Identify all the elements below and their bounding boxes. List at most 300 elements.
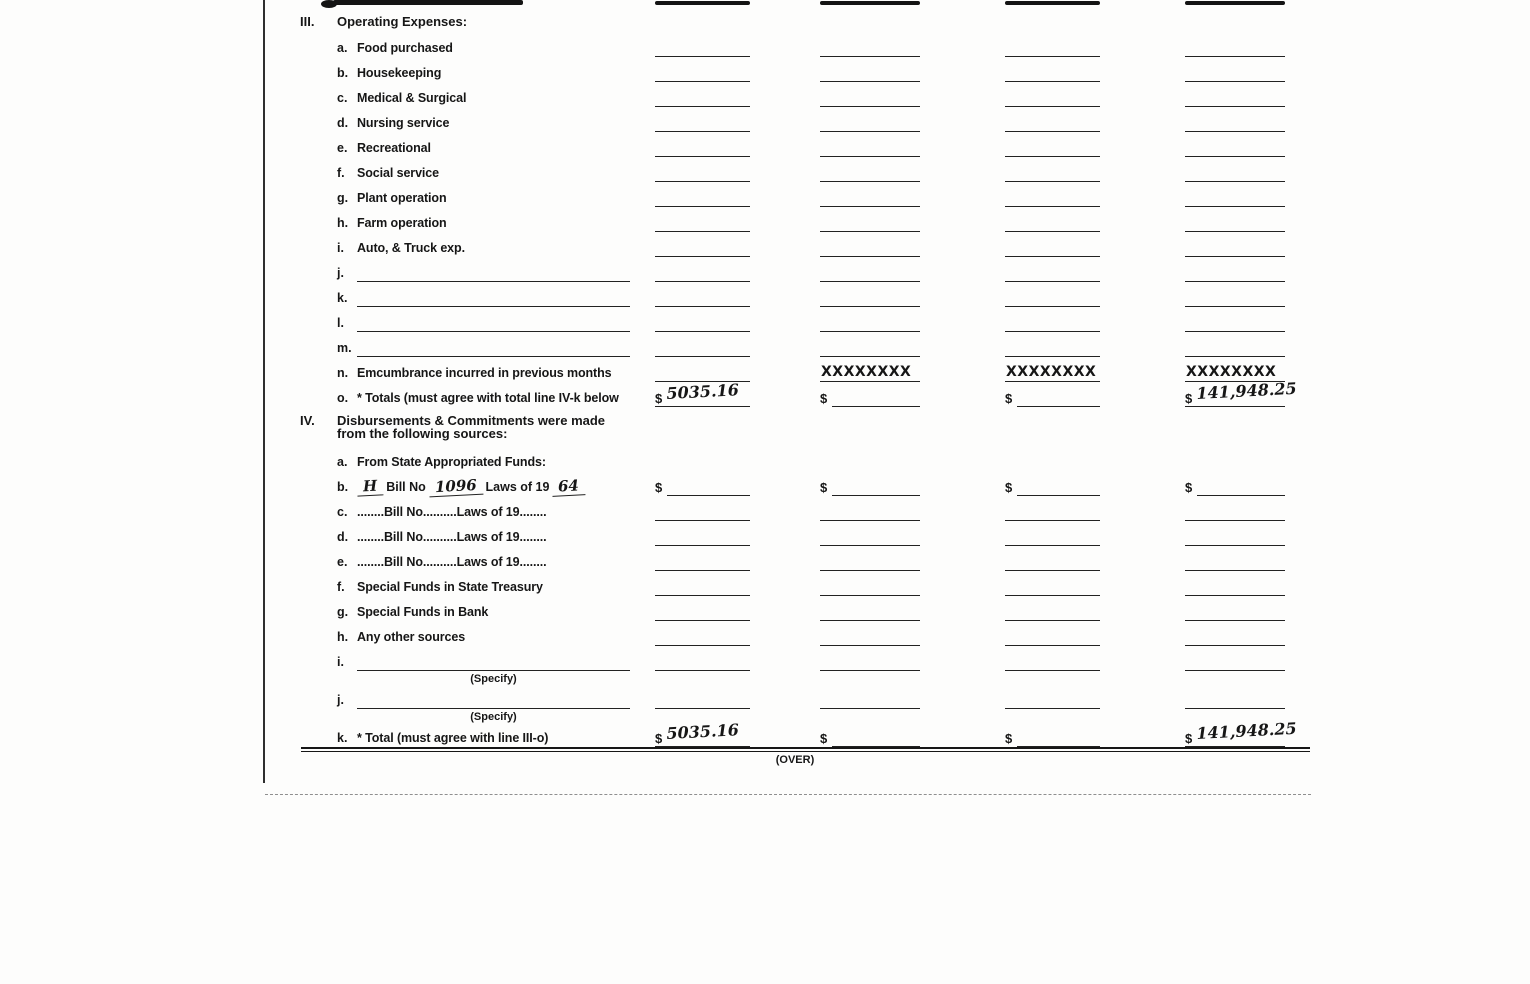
blank-amount-line (1185, 306, 1285, 307)
blank-amount-line (655, 81, 750, 82)
blank-amount-line (820, 645, 920, 646)
blank-amount-line (655, 181, 750, 182)
blank-amount-line (1185, 281, 1285, 282)
column-4-cell (1185, 38, 1285, 63)
blank-amount-line (655, 156, 750, 157)
column-1-cell (655, 188, 750, 213)
column-3-cell (1005, 338, 1100, 363)
blank-amount-line (820, 231, 920, 232)
column-4-cell (1185, 502, 1285, 527)
dollar-sign: $ (1005, 480, 1013, 495)
column-3-cell (1005, 288, 1100, 313)
section3-row-o (263, 378, 1313, 413)
handwritten-entry: H (357, 476, 384, 496)
blank-amount-line (1005, 181, 1100, 182)
blank-amount-line (655, 570, 750, 571)
section4-number: IV. (300, 413, 315, 428)
column-3-cell (1005, 690, 1100, 715)
dollar-sign: $ (1185, 480, 1193, 495)
scan-artifact-blot (321, 0, 337, 8)
row-label: Social service (357, 166, 439, 180)
column-4-cell (1185, 477, 1285, 502)
row-letter: i. (337, 655, 344, 669)
blank-amount-line (832, 495, 920, 496)
column-1-cell (655, 88, 750, 113)
column-3-cell (1005, 313, 1100, 338)
column-2-cell (820, 113, 920, 138)
row-letter: j. (337, 266, 344, 280)
column-1-cell (655, 113, 750, 138)
blank-amount-line (1005, 356, 1100, 357)
blank-amount-line (820, 106, 920, 107)
section4-row-d (263, 527, 1313, 552)
column-4-cell (1185, 602, 1285, 627)
cutoff-line-col2 (820, 1, 920, 5)
blank-amount-line (655, 106, 750, 107)
blank-amount-line (820, 131, 920, 132)
section3-row-g (263, 188, 1313, 213)
column-3-cell (1005, 552, 1100, 577)
blank-amount-line (655, 520, 750, 521)
column-2-cell (820, 263, 920, 288)
section3-row-k (263, 288, 1313, 313)
blank-write-in-line (357, 281, 630, 282)
section4-row-c (263, 502, 1313, 527)
row-label: * Total (must agree with line III-o) (357, 731, 549, 745)
column-2-cell (820, 63, 920, 88)
row-letter: k. (337, 291, 348, 305)
row-letter: e. (337, 141, 348, 155)
blank-amount-line (1005, 520, 1100, 521)
row-label: ........Bill No..........Laws of 19........ (357, 505, 547, 519)
blank-amount-line (1005, 708, 1100, 709)
row-letter: f. (337, 580, 345, 594)
column-4-cell (1185, 138, 1285, 163)
blank-amount-line (655, 256, 750, 257)
column-3-cell (1005, 213, 1100, 238)
section3-row-m (263, 338, 1313, 363)
column-3-cell (1005, 602, 1100, 627)
section3-row-j (263, 263, 1313, 288)
section4-row-e (263, 552, 1313, 577)
section4-row-b (263, 477, 1313, 502)
row-letter: o. (337, 391, 349, 405)
column-3-cell (1005, 263, 1100, 288)
blank-amount-line (655, 620, 750, 621)
blank-amount-line (655, 670, 750, 671)
column-3-cell (1005, 63, 1100, 88)
column-1-cell (655, 313, 750, 338)
blank-amount-line (1005, 81, 1100, 82)
section4-row-j (263, 690, 1313, 728)
row-letter: l. (337, 316, 344, 330)
dollar-sign: $ (1005, 391, 1013, 406)
printed-label: Bill No (386, 480, 426, 494)
xxx-blocked-cell-text: XXXXXXXX (1006, 364, 1097, 380)
row-letter: b. (337, 66, 349, 80)
column-1-cell (655, 477, 750, 502)
column-2-cell (820, 527, 920, 552)
blank-amount-line (820, 306, 920, 307)
xxx-blocked-cell-text: XXXXXXXX (821, 364, 912, 380)
column-2-cell (820, 477, 920, 502)
column-4-cell (1185, 88, 1285, 113)
dollar-sign: $ (655, 391, 663, 406)
section3-row-b (263, 63, 1313, 88)
blank-amount-line (820, 620, 920, 621)
section3-number: III. (300, 14, 315, 29)
dollar-sign: $ (1005, 731, 1013, 746)
blank-amount-line (1005, 570, 1100, 571)
blank-amount-line (667, 495, 750, 496)
blank-amount-line (1185, 156, 1285, 157)
column-1-cell (655, 602, 750, 627)
underline (820, 381, 920, 382)
column-4-cell (1185, 263, 1285, 288)
blank-amount-line (1005, 231, 1100, 232)
blank-amount-line (820, 56, 920, 57)
handwritten-entry: 1096 (428, 476, 483, 498)
underline (655, 406, 750, 407)
column-4-cell (1185, 552, 1285, 577)
section4-rows (263, 452, 1313, 753)
column-2-cell (820, 502, 920, 527)
row-letter: j. (337, 693, 344, 707)
blank-amount-line (820, 708, 920, 709)
blank-amount-line (820, 281, 920, 282)
column-1-cell (655, 527, 750, 552)
blank-amount-line (1005, 595, 1100, 596)
column-3-cell (1005, 627, 1100, 652)
row-letter: b. (337, 480, 349, 494)
blank-amount-line (1185, 231, 1285, 232)
column-4-cell (1185, 338, 1285, 363)
column-1-cell (655, 38, 750, 63)
blank-amount-line (820, 81, 920, 82)
blank-amount-line (655, 281, 750, 282)
column-1-cell (655, 627, 750, 652)
underline (1005, 381, 1100, 382)
column-4-cell (1185, 188, 1285, 213)
row-letter: h. (337, 630, 349, 644)
blank-amount-line (1005, 331, 1100, 332)
page-edge-dashed-line (265, 794, 1311, 795)
cutoff-line-col1 (655, 1, 750, 5)
section3-row-l (263, 313, 1313, 338)
row-letter: n. (337, 366, 349, 380)
row-label: Nursing service (357, 116, 450, 130)
column-4-cell (1185, 288, 1285, 313)
blank-amount-line (1185, 595, 1285, 596)
scan-artifact-smudge (333, 0, 523, 5)
blank-amount-line (1005, 56, 1100, 57)
row-label: Plant operation (357, 191, 447, 205)
dollar-sign: $ (655, 480, 663, 495)
scanned-form-page (263, 0, 1318, 810)
handwritten-amount: 5035.16 (666, 720, 740, 743)
blank-amount-line (820, 156, 920, 157)
column-2-cell (820, 602, 920, 627)
row-label: Housekeeping (357, 66, 442, 80)
section4-title-line1: Disbursements & Commitments were made (337, 413, 606, 428)
column-2-cell (820, 690, 920, 715)
blank-amount-line (655, 708, 750, 709)
column-2-cell (820, 213, 920, 238)
column-4-cell (1185, 163, 1285, 188)
blank-amount-line (1185, 56, 1285, 57)
column-2-cell (820, 188, 920, 213)
bill-number-line (357, 477, 585, 496)
column-4-cell (1185, 627, 1285, 652)
row-label: Emcumbrance incurred in previous months (357, 366, 612, 380)
column-3-cell (1005, 163, 1100, 188)
section3-row-h (263, 213, 1313, 238)
section4-row-a (263, 452, 1313, 477)
column-1-cell (655, 502, 750, 527)
column-2-cell (820, 38, 920, 63)
blank-amount-line (1017, 495, 1100, 496)
dollar-sign: $ (820, 391, 828, 406)
row-letter: f. (337, 166, 345, 180)
blank-amount-line (1005, 545, 1100, 546)
cutoff-top-row (263, 0, 1313, 10)
column-3-cell (1005, 477, 1100, 502)
blank-amount-line (1005, 256, 1100, 257)
section3-title: Operating Expenses: (337, 14, 468, 29)
row-letter: m. (337, 341, 352, 355)
blank-amount-line (655, 56, 750, 57)
column-4-cell (1185, 652, 1285, 677)
handwritten-amount: 141,948.25 (1196, 718, 1298, 743)
row-letter: i. (337, 241, 344, 255)
column-2-cell (820, 652, 920, 677)
blank-amount-line (1185, 620, 1285, 621)
row-label: Recreational (357, 141, 431, 155)
blank-amount-line (1185, 670, 1285, 671)
handwritten-amount: 5035.16 (666, 380, 740, 403)
row-letter: g. (337, 605, 349, 619)
blank-amount-line (820, 570, 920, 571)
blank-amount-line (832, 406, 920, 407)
blank-amount-line (1185, 131, 1285, 132)
blank-amount-line (1005, 306, 1100, 307)
section4-row-f (263, 577, 1313, 602)
double-rule (301, 747, 1310, 752)
row-label: * Totals (must agree with total line IV-k below (357, 391, 619, 405)
blank-amount-line (820, 670, 920, 671)
handwritten-amount: 141,948.25 (1196, 378, 1298, 403)
dollar-sign: $ (1185, 731, 1193, 746)
section3-row-e (263, 138, 1313, 163)
over-label: (OVER) (775, 754, 815, 766)
blank-amount-line (655, 306, 750, 307)
column-3-cell (1005, 138, 1100, 163)
blank-amount-line (820, 331, 920, 332)
column-3-cell (1005, 502, 1100, 527)
row-label: Auto, & Truck exp. (357, 241, 465, 255)
blank-amount-line (1005, 156, 1100, 157)
column-2-cell (820, 138, 920, 163)
column-1-cell (655, 338, 750, 363)
column-4-cell (1185, 577, 1285, 602)
column-1-cell (655, 263, 750, 288)
row-letter: d. (337, 116, 349, 130)
row-letter: a. (337, 455, 348, 469)
blank-amount-line (1185, 81, 1285, 82)
column-2-cell (820, 388, 920, 413)
column-1-cell (655, 163, 750, 188)
section4-row-i (263, 652, 1313, 690)
column-1-cell (655, 380, 750, 413)
column-2-cell (820, 313, 920, 338)
blank-amount-line (820, 256, 920, 257)
blank-amount-line (1005, 206, 1100, 207)
blank-amount-line (820, 181, 920, 182)
blank-amount-line (1005, 106, 1100, 107)
column-3-cell (1005, 88, 1100, 113)
column-2-cell (820, 627, 920, 652)
row-letter: a. (337, 41, 348, 55)
blank-amount-line (1005, 670, 1100, 671)
blank-amount-line (655, 545, 750, 546)
blank-amount-line (1185, 206, 1285, 207)
section3-row-i (263, 238, 1313, 263)
blank-amount-line (1185, 356, 1285, 357)
specify-caption: (Specify) (470, 711, 517, 723)
column-3-cell (1005, 388, 1100, 413)
column-4-cell (1185, 238, 1285, 263)
row-label: Farm operation (357, 216, 447, 230)
column-3-cell (1005, 113, 1100, 138)
blank-amount-line (1185, 645, 1285, 646)
column-4-cell (1185, 213, 1285, 238)
column-2-cell (820, 288, 920, 313)
row-letter: g. (337, 191, 349, 205)
column-3-cell (1005, 188, 1100, 213)
column-3-cell (1005, 363, 1100, 388)
blank-amount-line (655, 231, 750, 232)
row-label: Any other sources (357, 630, 466, 644)
section3-row-a (263, 38, 1313, 63)
column-1-cell (655, 213, 750, 238)
row-label: Medical & Surgical (357, 91, 467, 105)
row-label: ........Bill No..........Laws of 19........ (357, 555, 547, 569)
cutoff-line-col3 (1005, 1, 1100, 5)
row-letter: d. (337, 530, 349, 544)
row-label: Special Funds in State Treasury (357, 580, 543, 594)
column-1-cell (655, 238, 750, 263)
column-2-cell (820, 577, 920, 602)
blank-write-in-line (357, 670, 630, 671)
column-4-cell (1185, 313, 1285, 338)
blank-amount-line (820, 520, 920, 521)
specify-caption: (Specify) (470, 673, 517, 685)
section3-row-f (263, 163, 1313, 188)
column-3-cell (1005, 527, 1100, 552)
handwritten-entry: 64 (552, 476, 586, 497)
column-2-cell (820, 163, 920, 188)
column-2-cell (820, 338, 920, 363)
blank-amount-line (655, 131, 750, 132)
dollar-sign: $ (820, 480, 828, 495)
blank-amount-line (820, 206, 920, 207)
blank-amount-line (1185, 331, 1285, 332)
column-4-cell (1185, 527, 1285, 552)
column-2-cell (820, 88, 920, 113)
column-4-cell (1185, 690, 1285, 715)
column-1-cell (655, 288, 750, 313)
section4-row-h (263, 627, 1313, 652)
blank-amount-line (1005, 131, 1100, 132)
blank-amount-line (1005, 281, 1100, 282)
row-letter: k. (337, 731, 348, 745)
blank-amount-line (1005, 645, 1100, 646)
blank-write-in-line (357, 331, 630, 332)
column-3-cell (1005, 238, 1100, 263)
column-1-cell (655, 577, 750, 602)
row-letter: h. (337, 216, 349, 230)
row-letter: c. (337, 91, 348, 105)
dollar-sign: $ (820, 731, 828, 746)
blank-amount-line (655, 595, 750, 596)
blank-amount-line (1197, 495, 1285, 496)
column-3-cell (1005, 577, 1100, 602)
column-2-cell (820, 552, 920, 577)
row-label: From State Appropriated Funds: (357, 455, 546, 469)
blank-amount-line (655, 331, 750, 332)
column-4-cell (1185, 113, 1285, 138)
blank-amount-line (1185, 256, 1285, 257)
blank-amount-line (655, 206, 750, 207)
blank-write-in-line (357, 356, 630, 357)
blank-amount-line (1185, 520, 1285, 521)
column-1-cell (655, 63, 750, 88)
column-2-cell (820, 363, 920, 388)
blank-amount-line (655, 356, 750, 357)
printed-label: Laws of 19 (485, 480, 550, 494)
blank-amount-line (655, 645, 750, 646)
blank-amount-line (1005, 620, 1100, 621)
row-label: Special Funds in Bank (357, 605, 489, 619)
blank-amount-line (1185, 106, 1285, 107)
blank-amount-line (1017, 406, 1100, 407)
column-1-cell (655, 552, 750, 577)
section4-row-g (263, 602, 1313, 627)
section4-title-line2: from the following sources: (337, 426, 508, 441)
blank-amount-line (820, 356, 920, 357)
blank-amount-line (820, 545, 920, 546)
column-4-cell (1185, 63, 1285, 88)
column-1-cell (655, 138, 750, 163)
column-3-cell (1005, 38, 1100, 63)
blank-amount-line (1185, 708, 1285, 709)
row-letter: c. (337, 505, 348, 519)
column-4-cell (1185, 378, 1298, 413)
section3-row-c (263, 88, 1313, 113)
xxx-blocked-cell-text: XXXXXXXX (1186, 364, 1277, 380)
dollar-sign: $ (1185, 391, 1193, 406)
underline (1185, 406, 1285, 407)
row-label: Food purchased (357, 41, 453, 55)
section3-row-n (263, 363, 1313, 388)
blank-write-in-line (357, 708, 630, 709)
column-1-cell (655, 690, 750, 715)
blank-write-in-line (357, 306, 630, 307)
column-1-cell (655, 652, 750, 677)
cutoff-line-col4 (1185, 1, 1285, 5)
column-2-cell (820, 238, 920, 263)
dollar-sign: $ (655, 731, 663, 746)
